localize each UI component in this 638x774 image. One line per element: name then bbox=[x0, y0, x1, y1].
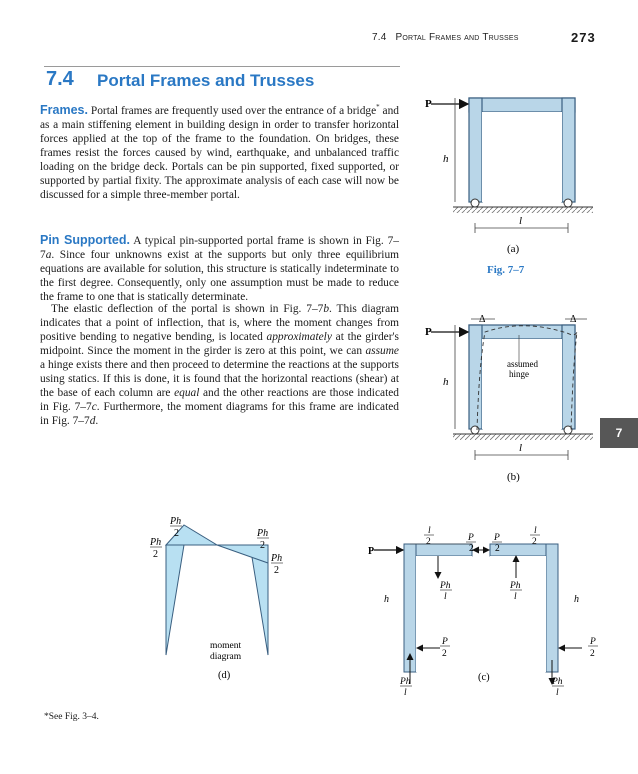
figure-7-7d bbox=[140, 515, 300, 690]
hinge-label-2: hinge bbox=[509, 369, 529, 379]
pin-p2-a: The elastic deflection of the portal is shown in Fig. 7–7 bbox=[51, 303, 324, 315]
two-top: 2 bbox=[174, 528, 179, 539]
figure-caption: Fig. 7–7 bbox=[487, 264, 525, 276]
two-right: 2 bbox=[274, 565, 279, 576]
footnote-marker: * bbox=[376, 103, 380, 111]
ph-left: Ph bbox=[150, 537, 162, 548]
fig-b-label: (b) bbox=[507, 471, 520, 483]
p-hinge-right: P bbox=[494, 533, 500, 543]
pin-p1-b: . Since four unknowns exist at the supports but only three equilibrium equations are available for solution, this structure is statically indeterminate to the first degree. Consequently, only one assumption must be made to reduce the frame to one that is statically determinate. bbox=[40, 249, 399, 303]
h-right: h bbox=[574, 594, 579, 605]
pin-p2-f: . Furthermore, the moment diagrams for this frame are indicated in Fig. 7–7 bbox=[40, 401, 399, 427]
pin-paragraph-2 bbox=[40, 302, 399, 428]
pin-p2-e-it: c bbox=[91, 401, 97, 413]
two-left: 2 bbox=[153, 549, 158, 560]
girder bbox=[469, 98, 575, 112]
p-hinge-left: P bbox=[468, 533, 474, 543]
fig-d-label: (d) bbox=[218, 670, 231, 681]
pin-paragraph-1 bbox=[40, 233, 399, 304]
pin-heading: Pin Supported. bbox=[40, 233, 130, 247]
section-rule bbox=[44, 66, 400, 67]
moment-label-2: diagram bbox=[210, 652, 242, 662]
l-base-left: l bbox=[404, 688, 407, 698]
section-title: Portal Frames and Trusses bbox=[97, 71, 315, 90]
pin-p2-f-it: d bbox=[89, 415, 96, 427]
span-label: l bbox=[519, 215, 523, 227]
frames-text-b: and as a main stiffening element in building design in order to transfer horizontal forces applied at the top of the frame to the foundation. On bridges, these frames resist the forces caused by wind, earthquake, and unbalanced traffic loading on the bridge deck. Portals can be pin supported, fixed supported, or supported by partial fixity. The approximate analysis of each case will now be discussed for a simple three-member portal. bbox=[40, 104, 399, 201]
delta-right: Δ bbox=[570, 314, 577, 325]
right-column bbox=[562, 98, 575, 202]
two-c-2: 2 bbox=[532, 537, 537, 547]
span-label-b: l bbox=[519, 442, 523, 454]
pin-p2-e: and the other reactions are those indicated in Fig. 7–7 bbox=[40, 387, 399, 413]
left-pin bbox=[471, 199, 479, 207]
pin-p2-a-it: b bbox=[323, 303, 330, 315]
l-left: l bbox=[428, 526, 431, 536]
pin-p2-g: . bbox=[95, 415, 99, 427]
frames-heading: Frames. bbox=[40, 102, 88, 117]
pin-p2-c: at the girder's midpoint. Since the moment in the girder is zero at this point, we can bbox=[40, 331, 399, 357]
frames-text-a: Portal frames are frequently used over the entrance of a bridge bbox=[90, 104, 377, 117]
two-c-4: 2 bbox=[495, 544, 500, 554]
load-label: P bbox=[425, 98, 432, 110]
ph-base-right: Ph bbox=[552, 677, 563, 687]
two-c-6: 2 bbox=[590, 649, 595, 659]
fig-c-label: (c) bbox=[478, 672, 490, 683]
chapter-tab: 7 bbox=[600, 418, 638, 448]
pin-p2-b: . This diagram indicates that a point of inflection, that is, where the moment changes from positive bending to negative bending, is located bbox=[40, 303, 399, 343]
pin-p2-c-it: assume bbox=[365, 345, 399, 357]
running-head-section: 7.4 bbox=[372, 32, 387, 43]
pin-p1-a-it: a bbox=[45, 249, 52, 261]
running-head bbox=[372, 32, 519, 43]
ph-right: Ph bbox=[271, 553, 283, 564]
height-label: h bbox=[443, 153, 449, 165]
load-label-b: P bbox=[425, 326, 432, 338]
hinge-label-1: assumed bbox=[507, 359, 538, 369]
ph-top: Ph bbox=[170, 516, 182, 527]
figure-7-7b bbox=[415, 305, 615, 485]
l-right: l bbox=[534, 526, 537, 536]
page-number: 273 bbox=[571, 30, 596, 45]
footnote: *See Fig. 3–4. bbox=[44, 712, 99, 722]
figure-7-7a bbox=[415, 90, 615, 280]
load-label-c: P bbox=[368, 546, 375, 557]
ground bbox=[453, 207, 593, 213]
l-base-right: l bbox=[556, 688, 559, 698]
figure-7-7c bbox=[360, 520, 610, 698]
pin-p1-a: A typical pin-supported portal frame is shown in Fig. 7–7 bbox=[40, 235, 400, 261]
p-base-right: P bbox=[590, 637, 596, 647]
height-label-b: h bbox=[443, 376, 449, 388]
moment-label-1: moment bbox=[210, 641, 242, 651]
left-column bbox=[469, 98, 482, 202]
two-c-5: 2 bbox=[442, 649, 447, 659]
pin-p2-b-it: approximately bbox=[266, 331, 332, 343]
l-hinge-right: l bbox=[514, 592, 517, 602]
right-pin bbox=[564, 199, 572, 207]
two-c-1: 2 bbox=[426, 537, 431, 547]
ph-hinge-left: Ph bbox=[440, 581, 451, 591]
frames-paragraph bbox=[40, 100, 399, 202]
ph-hinge-right: Ph bbox=[510, 581, 521, 591]
delta-left: Δ bbox=[479, 314, 486, 325]
running-head-title: Portal Frames and Trusses bbox=[395, 32, 519, 43]
two-right-top: 2 bbox=[260, 540, 265, 551]
h-left: h bbox=[384, 594, 389, 605]
section-number: 7.4 bbox=[46, 68, 74, 90]
ph-base-left: Ph bbox=[400, 677, 411, 687]
l-hinge-left: l bbox=[444, 592, 447, 602]
ph-right-top: Ph bbox=[257, 528, 269, 539]
pin-p2-d: a hinge exists there and then proceed to determine the reactions at the supports using statics. If this is done, it is found that the horizontal reactions (shear) at the base of each column are bbox=[40, 359, 399, 399]
fig-a-label: (a) bbox=[507, 243, 520, 255]
left-column-moment bbox=[166, 545, 184, 655]
p-base-left: P bbox=[442, 637, 448, 647]
two-c-3: 2 bbox=[469, 544, 474, 554]
pin-p2-d-it: equal bbox=[174, 387, 200, 399]
